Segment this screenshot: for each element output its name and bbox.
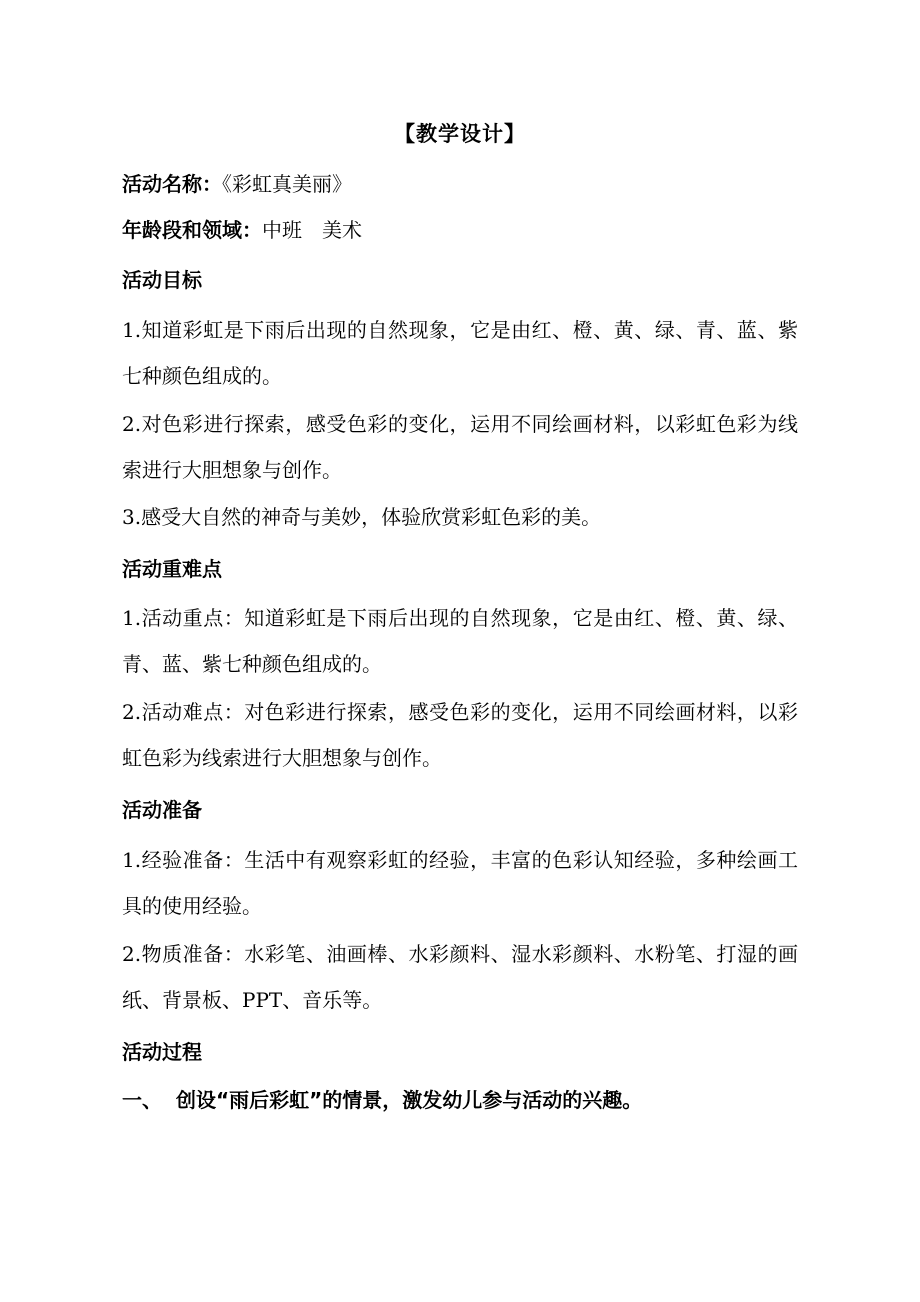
preparation-item-1: 1.经验准备：生活中有观察彩虹的经验，丰富的色彩认知经验，多种绘画工具的使用经验。: [122, 848, 798, 918]
process-step-number: 一、: [122, 1088, 162, 1112]
key-point-item-2: 2.活动难点：对色彩进行探索，感受色彩的变化，运用不同绘画材料，以彩虹色彩为线索进行大胆想象与创作。: [122, 700, 798, 770]
process-step-text: 创设“雨后彩虹”的情景，激发幼儿参与活动的兴趣。: [176, 1088, 643, 1112]
age-domain-value: 中班 美术: [262, 218, 362, 242]
preparation-heading: 活动准备: [122, 798, 202, 822]
goal-item-2: 2.对色彩进行探索，感受色彩的变化，运用不同绘画材料，以彩虹色彩为线索进行大胆想象与创作。: [122, 412, 798, 482]
activity-name-value: 《彩虹真美丽》: [222, 172, 352, 196]
goals-heading: 活动目标: [122, 268, 202, 292]
age-domain-label: 年龄段和领域：: [122, 218, 262, 242]
preparation-item-2: 2.物质准备：水彩笔、油画棒、水彩颜料、湿水彩颜料、水粉笔、打湿的画纸、背景板、PPT、音乐等。: [122, 942, 798, 1012]
activity-name-label: 活动名称：: [122, 172, 222, 196]
key-points-heading: 活动重难点: [122, 557, 222, 581]
age-domain-row: [122, 212, 812, 248]
process-heading: 活动过程: [122, 1040, 202, 1064]
key-point-item-1: 1.活动重点：知道彩虹是下雨后出现的自然现象，它是由红、橙、黄、绿、青、蓝、紫七种颜色组成的。: [122, 606, 798, 676]
goal-item-1: 1.知道彩虹是下雨后出现的自然现象，它是由红、橙、黄、绿、青、蓝、紫七种颜色组成的。: [122, 318, 798, 388]
process-step-1: [122, 1082, 812, 1118]
activity-name-row: [122, 166, 812, 202]
document-title: 【教学设计】: [394, 122, 526, 146]
goal-item-3: 3.感受大自然的神奇与美妙，体验欣赏彩虹色彩的美。: [122, 505, 602, 529]
